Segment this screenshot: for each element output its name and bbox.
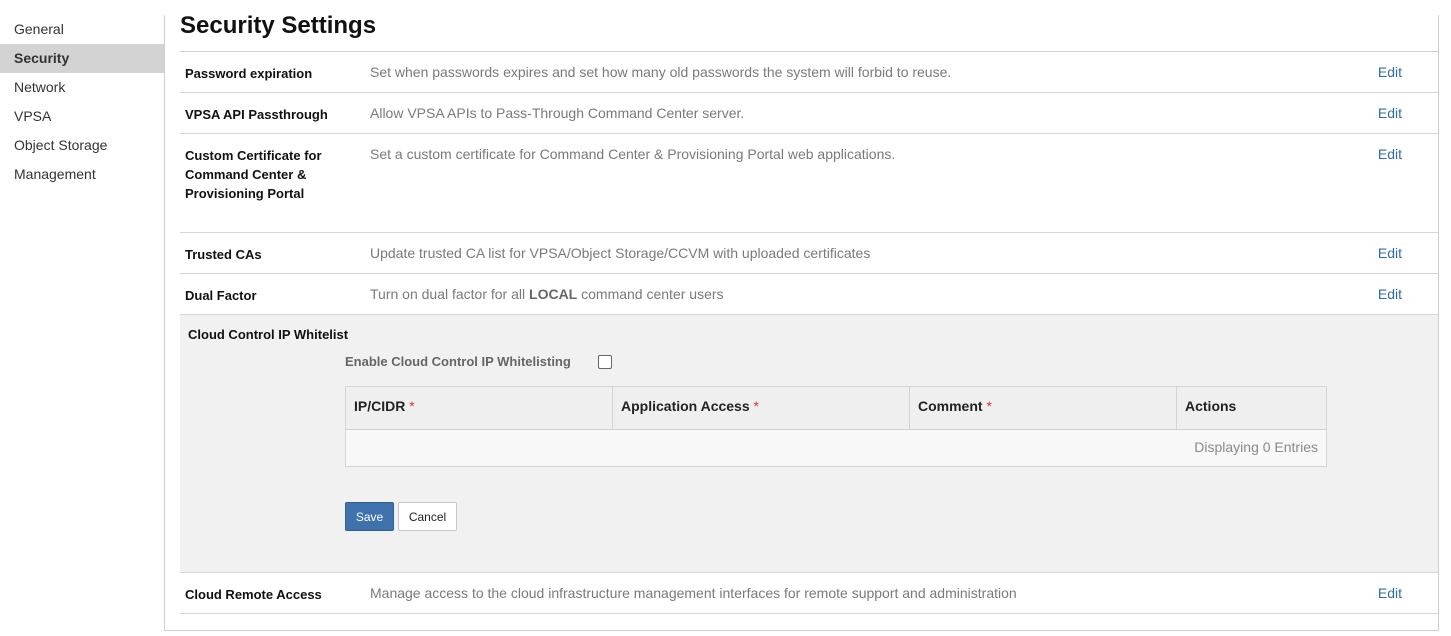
edit-link[interactable]: Edit bbox=[1377, 245, 1402, 261]
setting-name: Cloud Remote Access bbox=[185, 587, 322, 602]
setting-description: Allow VPSA APIs to Pass-Through Command Center server. bbox=[370, 105, 745, 121]
column-header-ip-cidr[interactable] bbox=[346, 387, 613, 429]
content-left-border bbox=[164, 15, 165, 631]
setting-name: VPSA API Passthrough bbox=[185, 107, 328, 122]
sidebar-item-vpsa[interactable]: VPSA bbox=[14, 108, 52, 124]
sidebar-item-object-storage[interactable]: Object Storage bbox=[14, 137, 108, 153]
column-header-comment[interactable] bbox=[910, 387, 1177, 429]
sidebar-nav bbox=[0, 15, 164, 189]
required-marker: * bbox=[409, 398, 415, 414]
edit-link[interactable]: Edit bbox=[1377, 105, 1402, 121]
desc-text: command center users bbox=[577, 286, 724, 302]
setting-row-cloud-remote-access bbox=[180, 573, 1438, 614]
whitelist-table bbox=[345, 386, 1327, 467]
desc-text: Turn on dual factor for all bbox=[370, 286, 530, 302]
sidebar-item-management[interactable]: Management bbox=[14, 166, 96, 182]
setting-name: Password expiration bbox=[185, 66, 313, 81]
edit-link[interactable]: Edit bbox=[1377, 146, 1402, 162]
whitelist-title: Cloud Control IP Whitelist bbox=[188, 327, 349, 342]
content-bottom-border bbox=[164, 630, 1439, 631]
edit-link[interactable]: Edit bbox=[1377, 286, 1402, 302]
sidebar-item-network[interactable]: Network bbox=[14, 79, 66, 95]
column-label: IP/CIDR bbox=[354, 398, 406, 414]
desc-emphasis: LOCAL bbox=[529, 286, 578, 302]
setting-name: Custom Certificate for Command Center & Provisioning Portal bbox=[185, 148, 322, 201]
setting-row-custom-certificate bbox=[180, 134, 1438, 233]
column-label: Comment bbox=[918, 398, 983, 414]
setting-description bbox=[370, 286, 724, 302]
save-button[interactable]: Save bbox=[345, 502, 394, 531]
setting-name: Trusted CAs bbox=[185, 247, 262, 262]
setting-row-vpsa-api-passthrough bbox=[180, 93, 1438, 134]
entries-count: Displaying 0 Entries bbox=[1194, 439, 1318, 455]
setting-description: Set when passwords expires and set how many old passwords the system will forbid to reuse. bbox=[370, 64, 952, 80]
required-marker: * bbox=[986, 398, 992, 414]
sidebar-item-general[interactable]: General bbox=[14, 21, 64, 37]
required-marker: * bbox=[753, 398, 759, 414]
edit-link[interactable]: Edit bbox=[1377, 64, 1402, 80]
setting-description: Set a custom certificate for Command Center & Provisioning Portal web applications. bbox=[370, 146, 896, 162]
column-header-application-access[interactable] bbox=[613, 387, 910, 429]
column-label: Actions bbox=[1185, 398, 1237, 414]
setting-row-trusted-cas bbox=[180, 233, 1438, 274]
page-title: Security Settings bbox=[180, 12, 377, 39]
enable-whitelisting-checkbox[interactable] bbox=[598, 355, 612, 369]
table-header bbox=[346, 387, 1326, 430]
ip-whitelist-panel bbox=[180, 315, 1438, 573]
enable-whitelisting-label: Enable Cloud Control IP Whitelisting bbox=[345, 354, 571, 369]
setting-row-password-expiration bbox=[180, 52, 1438, 93]
setting-description: Update trusted CA list for VPSA/Object Storage/CCVM with uploaded certificates bbox=[370, 245, 871, 261]
content-right-border bbox=[1438, 15, 1439, 631]
setting-description: Manage access to the cloud infrastructure management interfaces for remote support and administration bbox=[370, 585, 1017, 601]
setting-row-dual-factor bbox=[180, 274, 1438, 315]
cancel-button[interactable]: Cancel bbox=[398, 502, 457, 531]
column-header-actions bbox=[1177, 387, 1326, 429]
column-label: Application Access bbox=[621, 398, 750, 414]
setting-name: Dual Factor bbox=[185, 288, 257, 303]
edit-link[interactable]: Edit bbox=[1377, 585, 1402, 601]
sidebar-item-security[interactable]: Security bbox=[0, 44, 164, 73]
